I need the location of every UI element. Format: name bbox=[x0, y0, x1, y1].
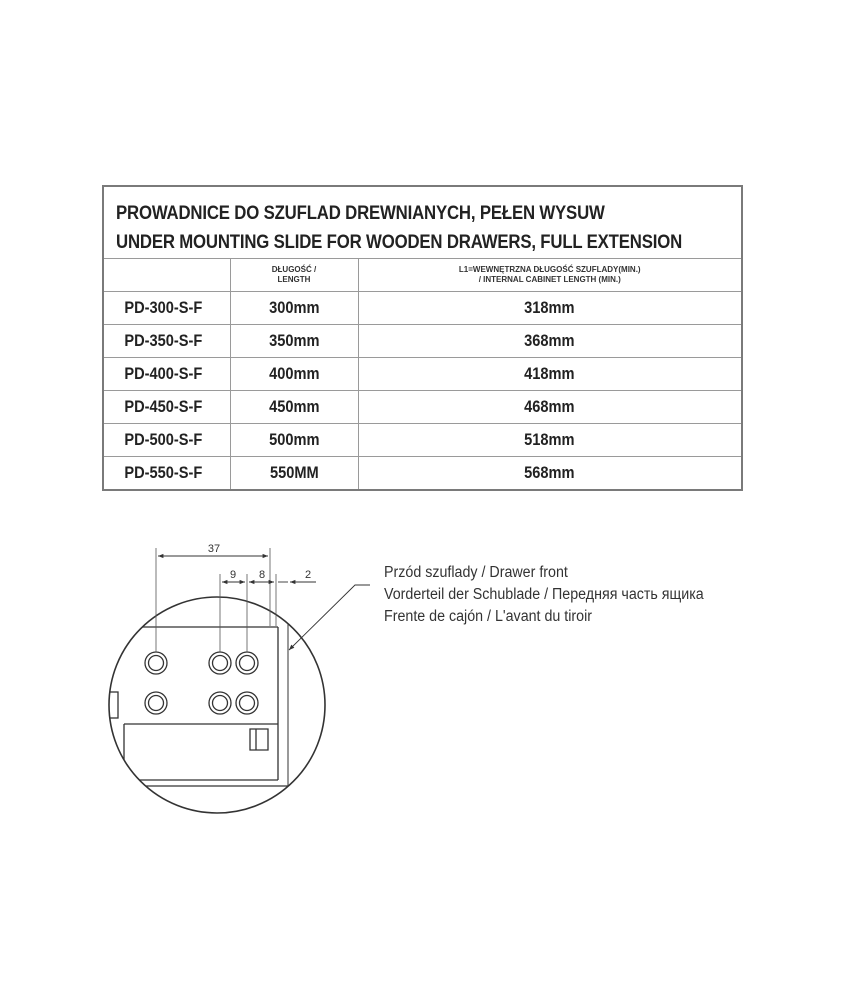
length-cell: 350mm bbox=[230, 325, 358, 358]
l1-cell: 418mm bbox=[358, 358, 741, 391]
length-cell: 500mm bbox=[230, 424, 358, 457]
front-clip bbox=[250, 729, 268, 750]
model-cell: PD-350-S-F bbox=[104, 325, 230, 358]
leader-line bbox=[289, 585, 370, 650]
header-l1: L1=WEWNĘTRZNA DŁUGOŚĆ SZUFLADY(MIN.) / INTERNAL CABINET LENGTH (MIN.) bbox=[358, 259, 741, 292]
model-cell: PD-500-S-F bbox=[104, 424, 230, 457]
mounting-holes bbox=[145, 652, 258, 714]
label-polish-english: Przód szuflady / Drawer front bbox=[384, 564, 568, 581]
length-cell: 300mm bbox=[230, 292, 358, 325]
dim-2-label: 2 bbox=[304, 569, 312, 581]
title-english: UNDER MOUNTING SLIDE FOR WOODEN DRAWERS, FULL EXTENSION bbox=[116, 231, 683, 253]
length-cell: 450mm bbox=[230, 391, 358, 424]
l1-cell: 368mm bbox=[358, 325, 741, 358]
header-length: DŁUGOŚĆ / LENGTH bbox=[230, 259, 358, 292]
model-cell: PD-450-S-F bbox=[104, 391, 230, 424]
l1-cell: 318mm bbox=[358, 292, 741, 325]
model-cell: PD-300-S-F bbox=[104, 292, 230, 325]
l1-cell: 568mm bbox=[358, 457, 741, 490]
l1-cell: 518mm bbox=[358, 424, 741, 457]
label-german-russian: Vorderteil der Schublade / Передняя часть ящика bbox=[384, 586, 704, 603]
model-cell: PD-550-S-F bbox=[104, 457, 230, 490]
l1-cell: 468mm bbox=[358, 391, 741, 424]
dim-8-label: 8 bbox=[258, 569, 266, 581]
drawer-front-labels bbox=[384, 562, 732, 628]
dim-9-label: 9 bbox=[229, 569, 237, 581]
model-cell: PD-400-S-F bbox=[104, 358, 230, 391]
dim-37-label: 37 bbox=[207, 543, 221, 555]
length-cell: 400mm bbox=[230, 358, 358, 391]
label-spanish-french: Frente de cajón / L'avant du tiroir bbox=[384, 608, 593, 625]
title-polish: PROWADNICE DO SZUFLAD DREWNIANYCH, PEŁEN WYSUW bbox=[116, 202, 605, 224]
length-cell: 550MM bbox=[230, 457, 358, 490]
